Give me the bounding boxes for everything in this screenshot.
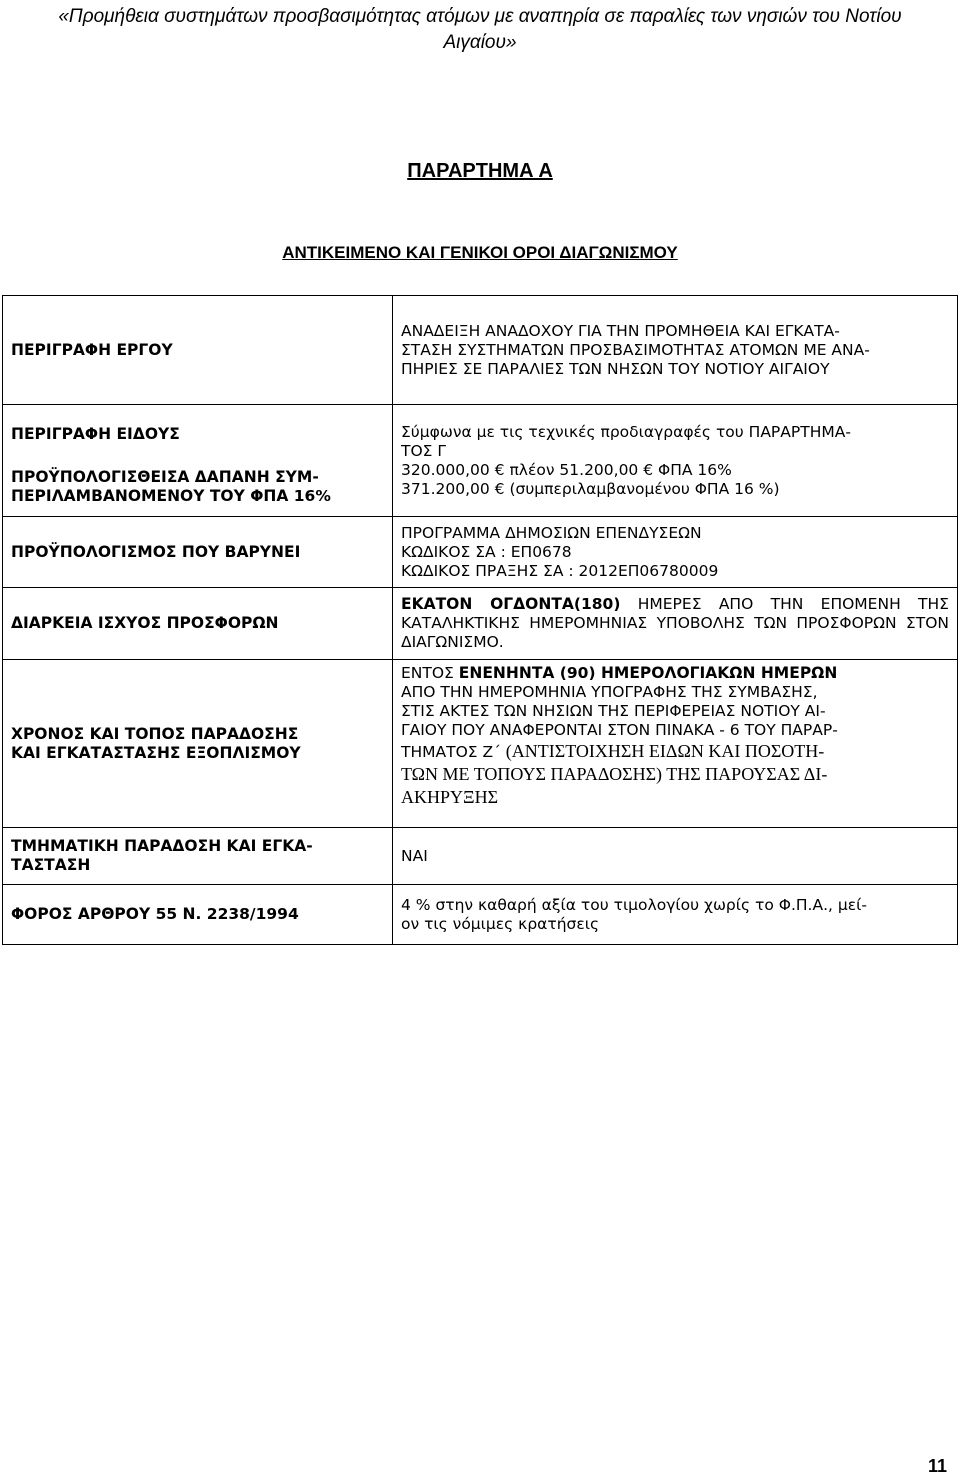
value-budget: Σύμφωνα με τις τεχνικές προδιαγραφές του ΠΑΡΑΡΤΗΜΑ- ΤΟΣ Γ 320.000,00 € πλέον 51.200,00 € ΦΠΑ 16% 371.200,00 € (συμπεριλαμβανομένου ΦΠΑ 16 %): [393, 405, 958, 517]
label-delivery: ΧΡΟΝΟΣ ΚΑΙ ΤΟΠΟΣ ΠΑΡΑΔΟΣΗΣ ΚΑΙ ΕΓΚΑΤΑΣΤΑΣΗΣ ΕΞΟΠΛΙΣΜΟΥ: [3, 660, 393, 828]
label-tax: ΦΟΡΟΣ ΑΡΘΡΟΥ 55 Ν. 2238/1994: [3, 885, 393, 945]
header-line-1: «Προμήθεια συστημάτων προσβασιμότητας ατόμων με αναπηρία σε παραλίες των νησιών του Νοτίου: [58, 6, 902, 27]
label-project-description: ΠΕΡΙΓΡΑΦΗ ΕΡΓΟΥ: [3, 296, 393, 405]
document-header: [0, 4, 960, 56]
specification-table: [2, 295, 958, 945]
page-number: 11: [928, 1456, 948, 1476]
table-row-charged-budget: [3, 517, 958, 588]
value-tax: 4 % στην καθαρή αξία του τιμολογίου χωρίς το Φ.Π.Α., μεί- ον τις νόμιμες κρατήσεις: [393, 885, 958, 945]
subject-title: ΑΝΤΙΚΕΙΜΕΝΟ ΚΑΙ ΓΕΝΙΚΟΙ ΟΡΟΙ ΔΙΑΓΩΝΙΣΜΟΥ: [282, 243, 678, 262]
header-line-2: Αιγαίου»: [443, 32, 517, 53]
value-partial-delivery: ΝΑΙ: [393, 828, 958, 885]
value-delivery: ΕΝΤΟΣ ΕΝΕΝΗΝΤΑ (90) ΗΜΕΡΟΛΟΓΙΑΚΩΝ ΗΜΕΡΩΝ ΑΠΟ ΤΗΝ ΗΜΕΡΟΜΗΝΙΑ ΥΠΟΓΡΑΦΗΣ ΤΗΣ ΣΥΜΒΑΣΗΣ, ΣΤΙΣ ΑΚΤΕΣ ΤΩΝ ΝΗΣΙΩΝ ΤΗΣ ΠΕΡΙΦΕΡΕΙΑΣ ΝΟΤΙΟΥ ΑΙ- ΓΑΙΟΥ ΠΟΥ ΑΝΑΦΕΡΟΝΤΑΙ ΣΤΟΝ ΠΙΝΑΚΑ - 6 ΤΟΥ ΠΑΡΑΡ- ΤΗΜΑΤΟΣ Ζ΄ (ΑΝΤΙΣΤΟΙΧΗΣΗ ΕΙΔΩΝ ΚΑΙ ΠΟΣΟΤΗ- ΤΩΝ ΜΕ ΤΟΠΟΥΣ ΠΑΡΑΔΟΣΗΣ) ΤΗΣ ΠΑΡΟΥΣΑΣ ΔΙ- ΑΚΗΡΥΞΗΣ: [393, 660, 958, 828]
table-row-offer-validity: [3, 588, 958, 660]
label-budget: ΠΕΡΙΓΡΑΦΗ ΕΙΔΟΥΣ ΠΡΟΫΠΟΛΟΓΙΣΘΕΙΣΑ ΔΑΠΑΝΗ ΣΥΜ- ΠΕΡΙΛΑΜΒΑΝΟΜΕΝΟΥ ΤΟΥ ΦΠΑ 16%: [3, 405, 393, 517]
annex-title: ΠΑΡΑΡΤΗΜΑ Α: [407, 160, 553, 182]
table-row-partial-delivery: [3, 828, 958, 885]
table-row-tax: [3, 885, 958, 945]
table-row-project-description: [3, 296, 958, 405]
table-row-delivery: [3, 660, 958, 828]
label-charged-budget: ΠΡΟΫΠΟΛΟΓΙΣΜΟΣ ΠΟΥ ΒΑΡΥΝΕΙ: [3, 517, 393, 588]
value-offer-validity: ΕΚΑΤΟΝ ΟΓΔΟΝΤΑ(180) ΗΜΕΡΕΣ ΑΠΟ ΤΗΝ ΕΠΟΜΕΝΗ ΤΗΣ ΚΑΤΑΛΗΚΤΙΚΗΣ ΗΜΕΡΟΜΗΝΙΑΣ ΥΠΟΒΟΛΗΣ ΤΩΝ ΠΡΟΣΦΟΡΩΝ ΣΤΟΝ ΔΙΑΓΩΝΙΣΜΟ.: [393, 588, 958, 660]
table-row-budget: [3, 405, 958, 517]
label-offer-validity: ΔΙΑΡΚΕΙΑ ΙΣΧΥΟΣ ΠΡΟΣΦΟΡΩΝ: [3, 588, 393, 660]
value-project-description: ΑΝΑΔΕΙΞΗ ΑΝΑΔΟΧΟΥ ΓΙΑ ΤΗΝ ΠΡΟΜΗΘΕΙΑ ΚΑΙ ΕΓΚΑΤΑ- ΣΤΑΣΗ ΣΥΣΤΗΜΑΤΩΝ ΠΡΟΣΒΑΣΙΜΟΤΗΤΑΣ ΑΤΟΜΩΝ ΜΕ ΑΝΑ- ΠΗΡΙΕΣ ΣΕ ΠΑΡΑΛΙΕΣ ΤΩΝ ΝΗΣΩΝ ΤΟΥ ΝΟΤΙΟΥ ΑΙΓΑΙΟΥ: [393, 296, 958, 405]
label-partial-delivery: ΤΜΗΜΑΤΙΚΗ ΠΑΡΑΔΟΣΗ ΚΑΙ ΕΓΚΑ- ΤΑΣΤΑΣΗ: [3, 828, 393, 885]
value-charged-budget: ΠΡΟΓΡΑΜΜΑ ΔΗΜΟΣΙΩΝ ΕΠΕΝΔΥΣΕΩΝ ΚΩΔΙΚΟΣ ΣΑ : ΕΠ0678 ΚΩΔΙΚΟΣ ΠΡΑΞΗΣ ΣΑ : 2012ΕΠ06780009: [393, 517, 958, 588]
